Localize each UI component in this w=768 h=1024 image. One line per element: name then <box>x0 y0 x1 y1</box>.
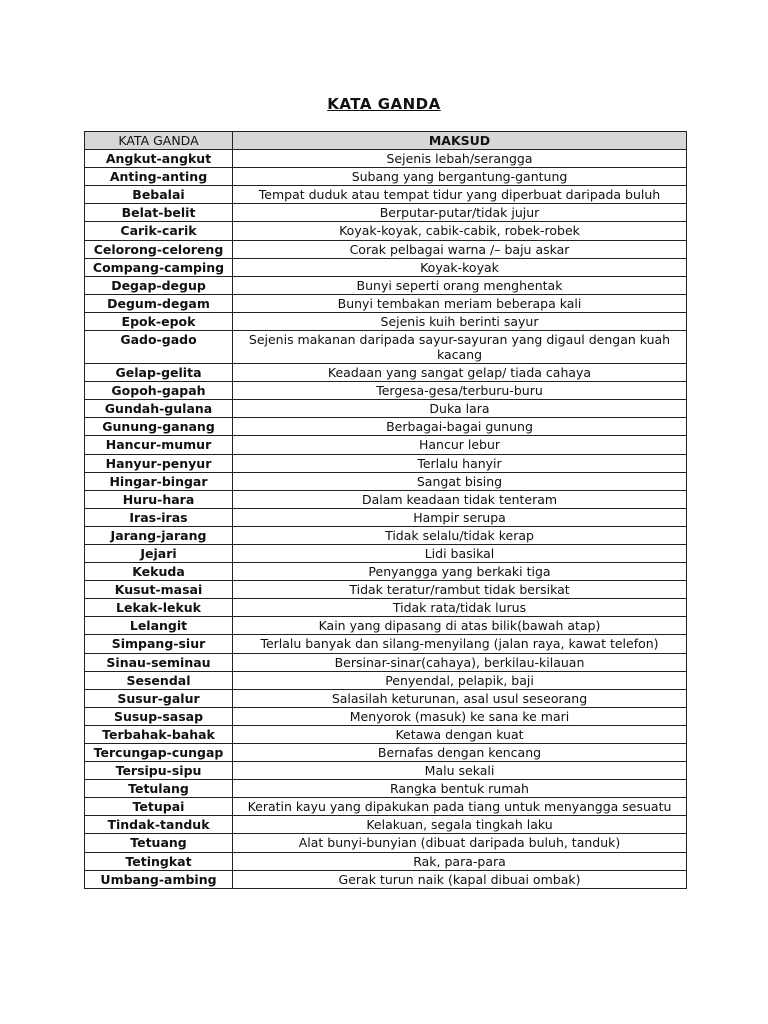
table-row <box>85 400 687 418</box>
table-row <box>85 472 687 490</box>
kata-ganda-cell: Lekak-lekuk <box>85 599 233 617</box>
table-row <box>85 780 687 798</box>
kata-ganda-cell: Umbang-ambing <box>85 870 233 888</box>
table-row <box>85 312 687 330</box>
kata-ganda-cell: Hancur-mumur <box>85 436 233 454</box>
header-kata-ganda: KATA GANDA <box>85 132 233 150</box>
maksud-cell: Penyendal, pelapik, baji <box>233 671 687 689</box>
table-row <box>85 870 687 888</box>
table-header-row <box>85 132 687 150</box>
table-row <box>85 294 687 312</box>
table-row <box>85 707 687 725</box>
table-row <box>85 418 687 436</box>
table-body <box>85 150 687 889</box>
maksud-cell: Berbagai-bagai gunung <box>233 418 687 436</box>
kata-ganda-cell: Iras-iras <box>85 508 233 526</box>
maksud-cell: Koyak-koyak, cabik-cabik, robek-robek <box>233 222 687 240</box>
header-maksud: MAKSUD <box>233 132 687 150</box>
table-row <box>85 222 687 240</box>
maksud-cell: Hampir serupa <box>233 508 687 526</box>
table-row <box>85 240 687 258</box>
maksud-cell: Lidi basikal <box>233 544 687 562</box>
maksud-cell: Malu sekali <box>233 762 687 780</box>
maksud-cell: Bernafas dengan kencang <box>233 744 687 762</box>
table-row <box>85 364 687 382</box>
table-row <box>85 563 687 581</box>
kata-ganda-cell: Angkut-angkut <box>85 150 233 168</box>
table-row <box>85 544 687 562</box>
maksud-cell: Sangat bising <box>233 472 687 490</box>
kata-ganda-cell: Anting-anting <box>85 168 233 186</box>
kata-ganda-cell: Carik-carik <box>85 222 233 240</box>
maksud-cell: Bunyi tembakan meriam beberapa kali <box>233 294 687 312</box>
kata-ganda-cell: Sesendal <box>85 671 233 689</box>
kata-ganda-cell: Tetulang <box>85 780 233 798</box>
maksud-cell: Kain yang dipasang di atas bilik(bawah atap) <box>233 617 687 635</box>
table-row <box>85 725 687 743</box>
kata-ganda-cell: Tersipu-sipu <box>85 762 233 780</box>
maksud-cell: Hancur lebur <box>233 436 687 454</box>
table-row <box>85 689 687 707</box>
kata-ganda-cell: Huru-hara <box>85 490 233 508</box>
table-row <box>85 186 687 204</box>
maksud-cell: Salasilah keturunan, asal usul seseorang <box>233 689 687 707</box>
table-row <box>85 454 687 472</box>
kata-ganda-cell: Degum-degam <box>85 294 233 312</box>
kata-ganda-cell: Kekuda <box>85 563 233 581</box>
maksud-cell: Rangka bentuk rumah <box>233 780 687 798</box>
maksud-cell: Keratin kayu yang dipakukan pada tiang untuk menyangga sesuatu <box>233 798 687 816</box>
maksud-cell: Terlalu hanyir <box>233 454 687 472</box>
maksud-cell: Sejenis kuih berinti sayur <box>233 312 687 330</box>
maksud-cell: Berputar-putar/tidak jujur <box>233 204 687 222</box>
kata-ganda-cell: Lelangit <box>85 617 233 635</box>
maksud-cell: Menyorok (masuk) ke sana ke mari <box>233 707 687 725</box>
page-title: KATA GANDA <box>327 95 441 113</box>
maksud-cell: Corak pelbagai warna /– baju askar <box>233 240 687 258</box>
maksud-cell: Bunyi seperti orang menghentak <box>233 276 687 294</box>
maksud-cell: Tidak selalu/tidak kerap <box>233 526 687 544</box>
kata-ganda-cell: Belat-belit <box>85 204 233 222</box>
kata-ganda-cell: Susur-galur <box>85 689 233 707</box>
maksud-cell: Sejenis makanan daripada sayur-sayuran yang digaul dengan kuah kacang <box>233 331 687 364</box>
kata-ganda-cell: Jejari <box>85 544 233 562</box>
kata-ganda-table <box>84 131 687 889</box>
kata-ganda-cell: Jarang-jarang <box>85 526 233 544</box>
maksud-cell: Sejenis lebah/serangga <box>233 150 687 168</box>
kata-ganda-cell: Simpang-siur <box>85 635 233 653</box>
kata-ganda-cell: Tetupai <box>85 798 233 816</box>
kata-ganda-cell: Gunung-ganang <box>85 418 233 436</box>
maksud-cell: Ketawa dengan kuat <box>233 725 687 743</box>
kata-ganda-cell: Celorong-celoreng <box>85 240 233 258</box>
kata-ganda-cell: Compang-camping <box>85 258 233 276</box>
table-row <box>85 258 687 276</box>
table-row <box>85 671 687 689</box>
table-row <box>85 599 687 617</box>
table-row <box>85 150 687 168</box>
maksud-cell: Tempat duduk atau tempat tidur yang diperbuat daripada buluh <box>233 186 687 204</box>
kata-ganda-cell: Kusut-masai <box>85 581 233 599</box>
kata-ganda-cell: Epok-epok <box>85 312 233 330</box>
kata-ganda-cell: Gundah-gulana <box>85 400 233 418</box>
maksud-cell: Subang yang bergantung-gantung <box>233 168 687 186</box>
maksud-cell: Kelakuan, segala tingkah laku <box>233 816 687 834</box>
table-row <box>85 331 687 364</box>
maksud-cell: Duka lara <box>233 400 687 418</box>
table-row <box>85 508 687 526</box>
table-row <box>85 816 687 834</box>
table-row <box>85 581 687 599</box>
maksud-cell: Tergesa-gesa/terburu-buru <box>233 382 687 400</box>
kata-ganda-cell: Tetingkat <box>85 852 233 870</box>
maksud-cell: Rak, para-para <box>233 852 687 870</box>
kata-ganda-cell: Hanyur-penyur <box>85 454 233 472</box>
table-row <box>85 744 687 762</box>
table-row <box>85 526 687 544</box>
table-row <box>85 382 687 400</box>
kata-ganda-cell: Tetuang <box>85 834 233 852</box>
table-row <box>85 834 687 852</box>
maksud-cell: Terlalu banyak dan silang-menyilang (jalan raya, kawat telefon) <box>233 635 687 653</box>
table-row <box>85 852 687 870</box>
table-row <box>85 490 687 508</box>
table-row <box>85 653 687 671</box>
maksud-cell: Bersinar-sinar(cahaya), berkilau-kilauan <box>233 653 687 671</box>
table-row <box>85 798 687 816</box>
kata-ganda-cell: Gopoh-gapah <box>85 382 233 400</box>
kata-ganda-cell: Gelap-gelita <box>85 364 233 382</box>
maksud-cell: Keadaan yang sangat gelap/ tiada cahaya <box>233 364 687 382</box>
maksud-cell: Gerak turun naik (kapal dibuai ombak) <box>233 870 687 888</box>
kata-ganda-cell: Gado-gado <box>85 331 233 364</box>
kata-ganda-cell: Susup-sasap <box>85 707 233 725</box>
table-row <box>85 762 687 780</box>
table-row <box>85 436 687 454</box>
maksud-cell: Tidak teratur/rambut tidak bersikat <box>233 581 687 599</box>
kata-ganda-cell: Terbahak-bahak <box>85 725 233 743</box>
kata-ganda-cell: Bebalai <box>85 186 233 204</box>
kata-ganda-cell: Degap-degup <box>85 276 233 294</box>
kata-ganda-cell: Tercungap-cungap <box>85 744 233 762</box>
table-row <box>85 276 687 294</box>
table-row <box>85 635 687 653</box>
table-row <box>85 204 687 222</box>
maksud-cell: Tidak rata/tidak lurus <box>233 599 687 617</box>
kata-ganda-cell: Sinau-seminau <box>85 653 233 671</box>
kata-ganda-cell: Tindak-tanduk <box>85 816 233 834</box>
kata-ganda-cell: Hingar-bingar <box>85 472 233 490</box>
table-row <box>85 168 687 186</box>
maksud-cell: Koyak-koyak <box>233 258 687 276</box>
maksud-cell: Penyangga yang berkaki tiga <box>233 563 687 581</box>
table-row <box>85 617 687 635</box>
maksud-cell: Dalam keadaan tidak tenteram <box>233 490 687 508</box>
maksud-cell: Alat bunyi-bunyian (dibuat daripada buluh, tanduk) <box>233 834 687 852</box>
